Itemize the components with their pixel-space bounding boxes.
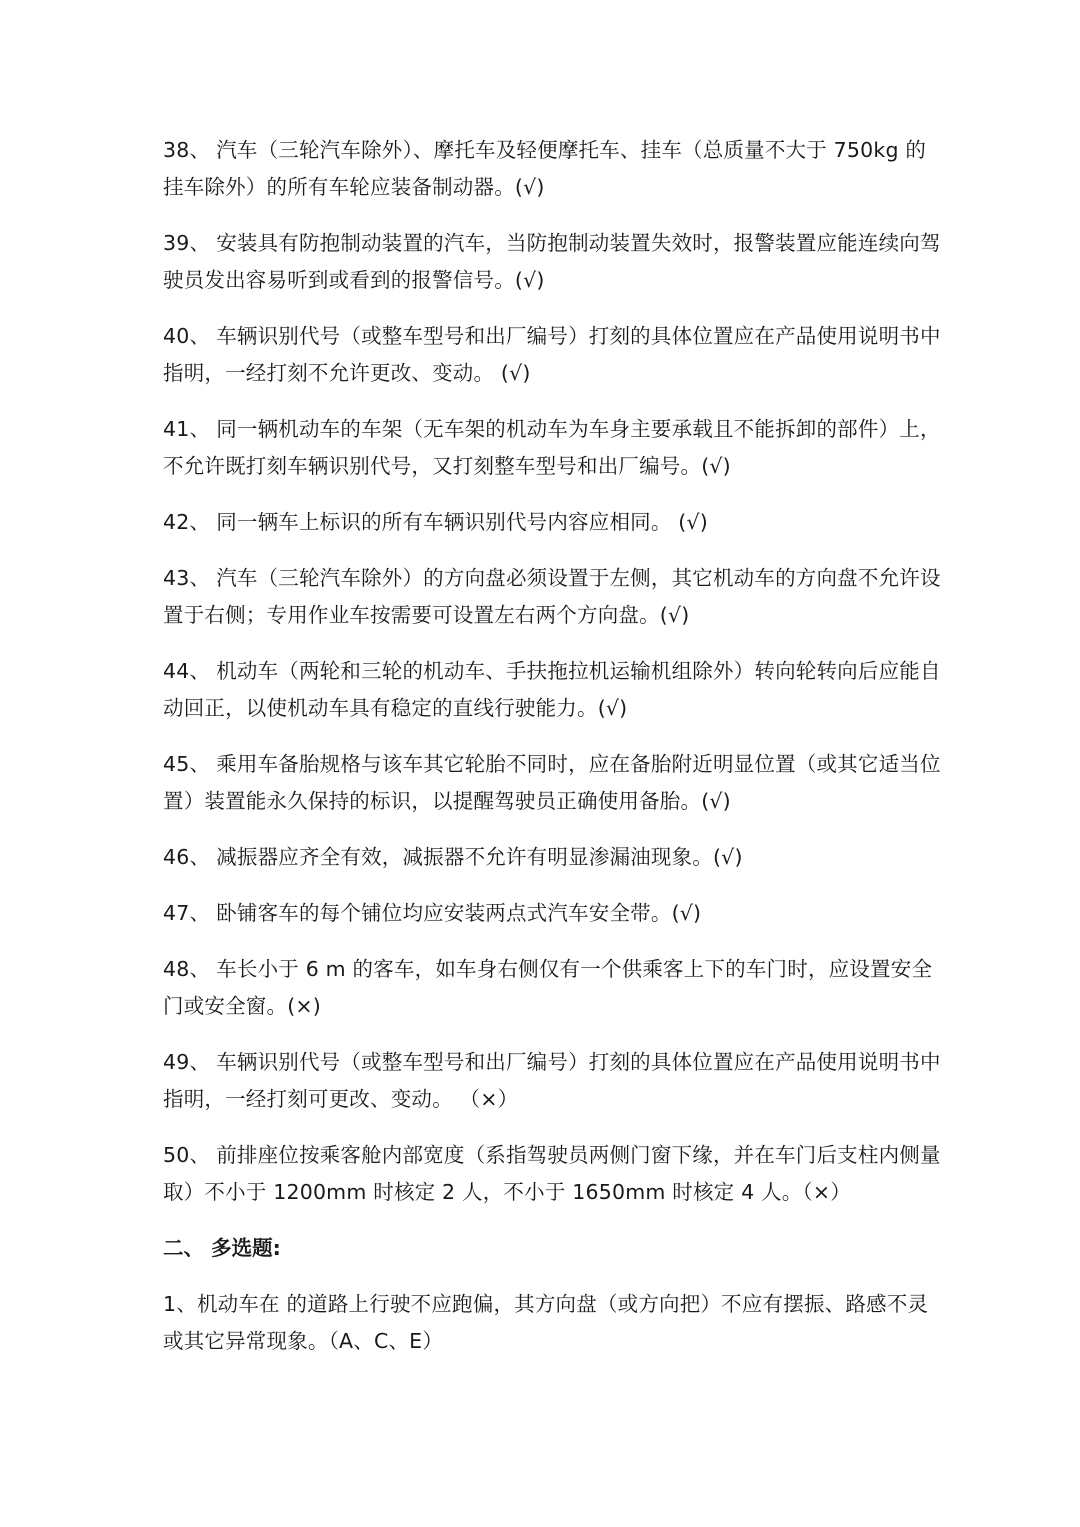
document-page bbox=[163, 132, 943, 1379]
question-44 bbox=[163, 653, 943, 727]
question-number: 45、 bbox=[163, 752, 211, 776]
question-number: 50、 bbox=[163, 1143, 211, 1167]
question-text: 同一辆车上标识的所有车辆识别代号内容应相同。 (√) bbox=[216, 510, 708, 534]
question-text: 前排座位按乘客舱内部宽度（系指驾驶员两侧门窗下缘，并在车门后支柱内侧量取）不小于 1200mm 时核定 2 人，不小于 1650mm 时核定 4 人。（×） bbox=[163, 1143, 941, 1204]
question-text: 车辆识别代号（或整车型号和出厂编号）打刻的具体位置应在产品使用说明书中指明，一经打刻不允许更改、变动。 (√) bbox=[163, 324, 941, 385]
question-number: 39、 bbox=[163, 231, 211, 255]
question-number: 42、 bbox=[163, 510, 211, 534]
question-47 bbox=[163, 895, 943, 932]
question-number: 49、 bbox=[163, 1050, 211, 1074]
question-text: 汽车（三轮汽车除外）的方向盘必须设置于左侧，其它机动车的方向盘不允许设置于右侧；专用作业车按需要可设置左右两个方向盘。(√) bbox=[163, 566, 941, 627]
question-45 bbox=[163, 746, 943, 820]
question-text: 机动车（两轮和三轮的机动车、手扶拖拉机运输机组除外）转向轮转向后应能自动回正，以使机动车具有稳定的直线行驶能力。(√) bbox=[163, 659, 941, 720]
question-text: 车长小于 6 m 的客车，如车身右侧仅有一个供乘客上下的车门时，应设置安全门或安全窗。(×) bbox=[163, 957, 933, 1018]
question-text: 减振器应齐全有效，减振器不允许有明显渗漏油现象。(√) bbox=[216, 845, 743, 869]
question-46 bbox=[163, 839, 943, 876]
question-text: 同一辆机动车的车架（无车架的机动车为车身主要承载且不能拆卸的部件）上，不允许既打刻车辆识别代号，又打刻整车型号和出厂编号。(√) bbox=[163, 417, 941, 478]
multiple-choice-question-1: 1、机动车在 的道路上行驶不应跑偏，其方向盘（或方向把）不应有摆振、路感不灵或其它异常现象。（A、C、E） bbox=[163, 1292, 929, 1353]
question-40 bbox=[163, 318, 943, 392]
question-number: 40、 bbox=[163, 324, 211, 348]
question-42 bbox=[163, 504, 943, 541]
question-48 bbox=[163, 951, 943, 1025]
question-text: 乘用车备胎规格与该车其它轮胎不同时，应在备胎附近明显位置（或其它适当位置）装置能永久保持的标识，以提醒驾驶员正确使用备胎。(√) bbox=[163, 752, 941, 813]
question-49 bbox=[163, 1044, 943, 1118]
question-text: 安装具有防抱制动装置的汽车，当防抱制动装置失效时，报警装置应能连续向驾驶员发出容易听到或看到的报警信号。(√) bbox=[163, 231, 941, 292]
question-number: 48、 bbox=[163, 957, 211, 981]
question-number: 43、 bbox=[163, 566, 211, 590]
question-number: 44、 bbox=[163, 659, 211, 683]
question-50 bbox=[163, 1137, 943, 1211]
question-text: 汽车（三轮汽车除外）、摩托车及轻便摩托车、挂车（总质量不大于 750kg 的挂车除外）的所有车轮应装备制动器。(√) bbox=[163, 138, 927, 199]
question-43 bbox=[163, 560, 943, 634]
question-38 bbox=[163, 132, 943, 206]
question-39 bbox=[163, 225, 943, 299]
question-number: 46、 bbox=[163, 845, 211, 869]
question-number: 41、 bbox=[163, 417, 211, 441]
question-41 bbox=[163, 411, 943, 485]
question-text: 车辆识别代号（或整车型号和出厂编号）打刻的具体位置应在产品使用说明书中指明，一经打刻可更改、变动。 （×） bbox=[163, 1050, 941, 1111]
section-heading: 二、 多选题: bbox=[163, 1236, 281, 1260]
question-number: 47、 bbox=[163, 901, 211, 925]
question-number: 38、 bbox=[163, 138, 211, 162]
question-text: 卧铺客车的每个铺位均应安装两点式汽车安全带。(√) bbox=[216, 901, 702, 925]
